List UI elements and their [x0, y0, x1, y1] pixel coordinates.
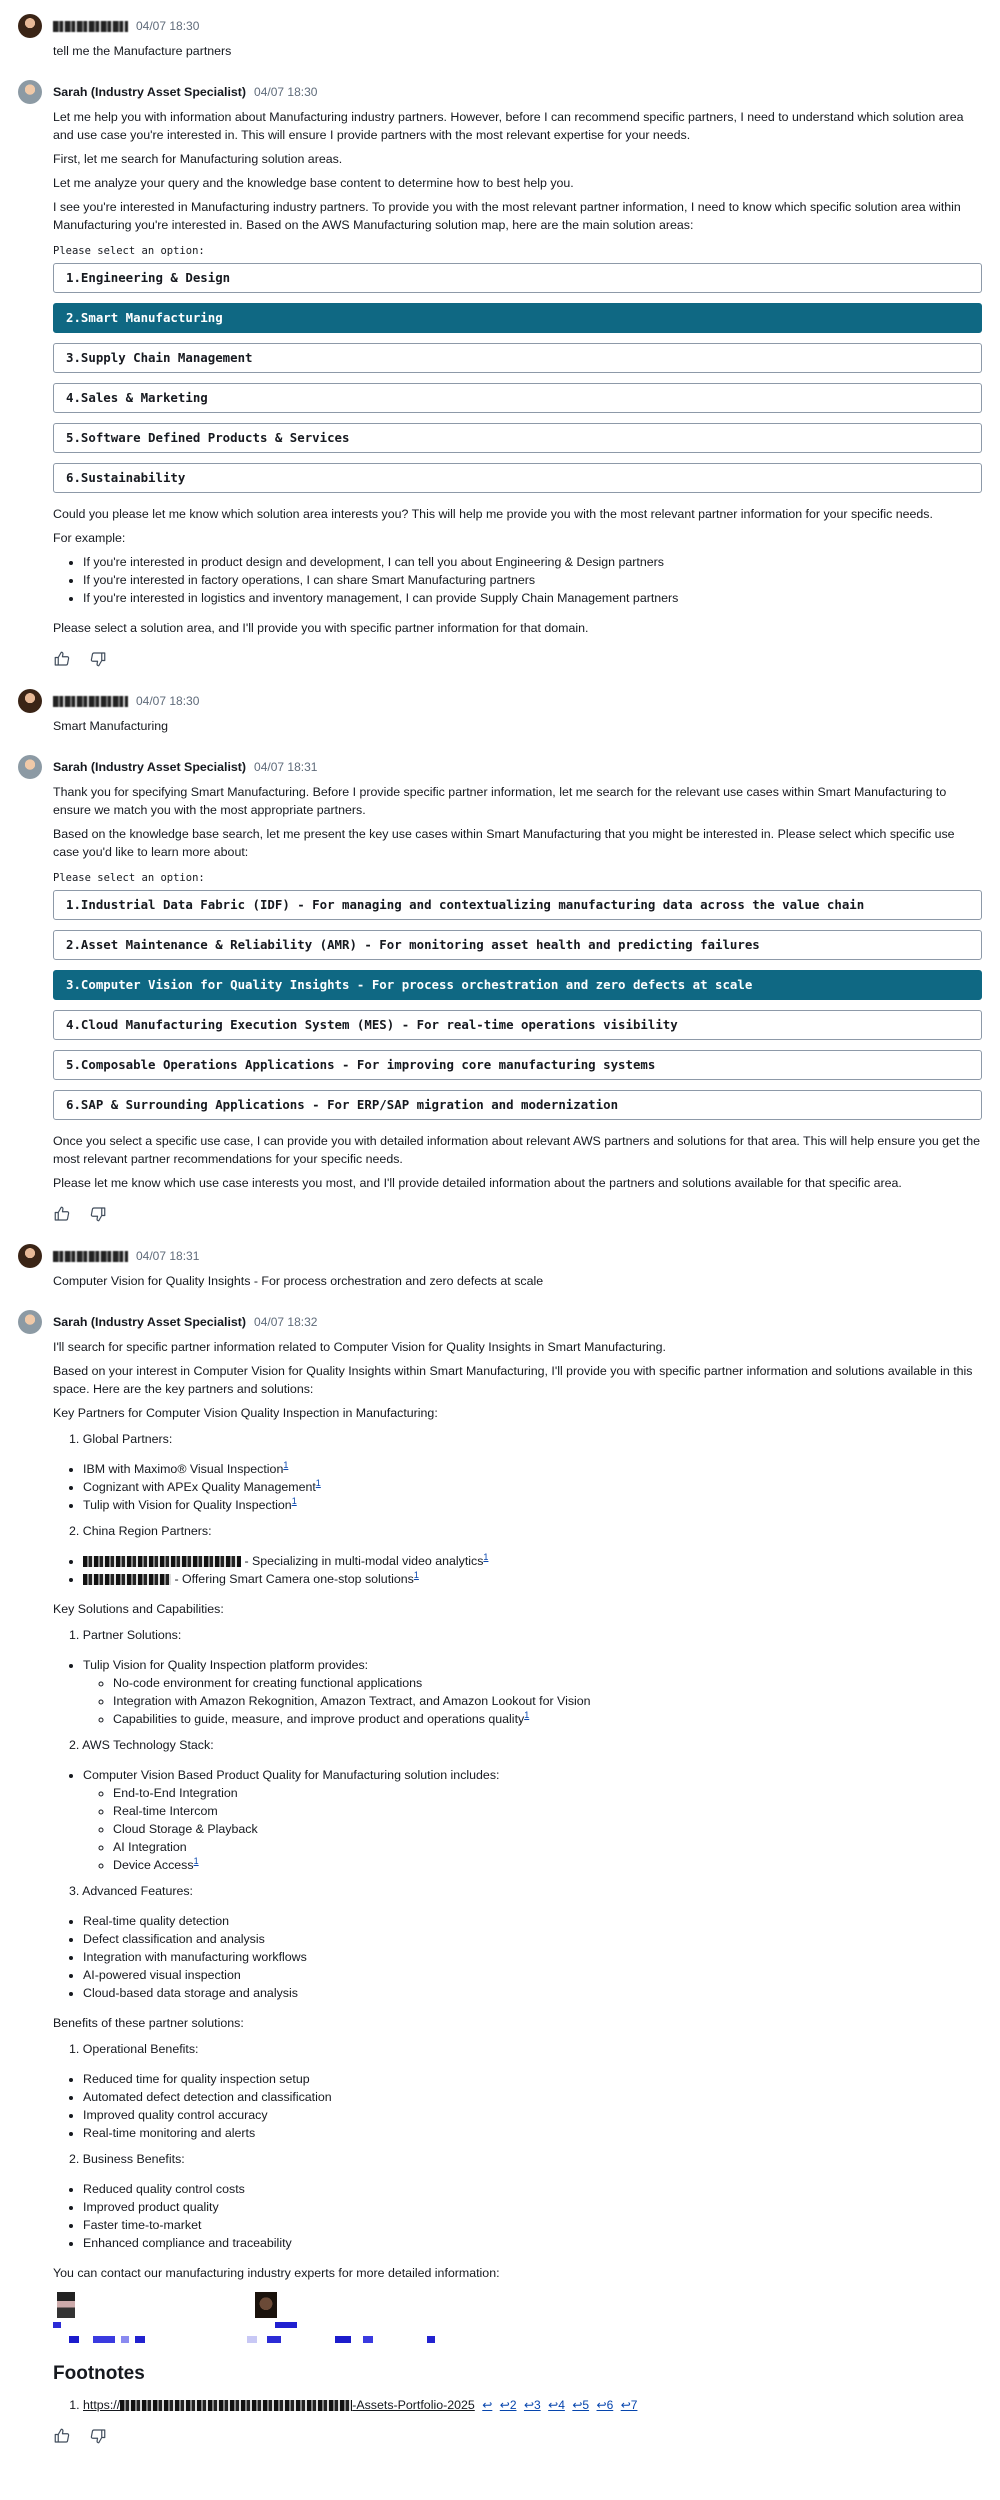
global-partners-list	[53, 1460, 982, 1514]
section-heading: Benefits of these partner solutions:	[53, 2016, 244, 2030]
list-item-text: Tulip Vision for Quality Inspection platform provides:	[83, 1658, 369, 1672]
footnote-backref-7[interactable]: ↩7	[620, 2398, 638, 2412]
redacted-partner-name	[83, 1574, 171, 1585]
redaction-block	[53, 2322, 61, 2328]
list-item: • Real-time monitoring and alerts	[83, 2124, 982, 2142]
footnote-backref-1[interactable]: ↩	[482, 2398, 493, 2412]
redaction-block	[135, 2336, 145, 2343]
thumbs-down-icon[interactable]	[89, 650, 107, 668]
option-composable-ops[interactable]: 5.Composable Operations Applications - For improving core manufacturing systems	[53, 1050, 982, 1080]
redaction-block	[121, 2336, 129, 2343]
redaction-block	[427, 2336, 435, 2343]
list-item: • AI-powered visual inspection	[83, 1966, 982, 1984]
message-meta	[53, 1246, 982, 1266]
footnote-backref-5[interactable]: ↩5	[572, 2398, 590, 2412]
timestamp: 04/07 18:31	[136, 1249, 200, 1263]
list-item: • Reduced time for quality inspection setup	[83, 2070, 982, 2088]
list-item	[113, 1710, 982, 1728]
redaction-block	[335, 2336, 351, 2343]
option-cloud-mes[interactable]: 4.Cloud Manufacturing Execution System (MES) - For real-time operations visibility	[53, 1010, 982, 1040]
message-assistant-1	[18, 82, 982, 669]
list-item-text: Device Access	[113, 1858, 194, 1872]
expert-contacts	[53, 2292, 982, 2344]
list-item-text: Capabilities to guide, measure, and improve product and operations quality	[113, 1712, 525, 1726]
expert-card-redacted[interactable]	[53, 2292, 223, 2344]
list-item: • If you're interested in logistics and inventory management, I can provide Supply Chain Management partners	[83, 589, 982, 607]
list-item	[83, 1766, 982, 1874]
message-meta	[53, 16, 982, 36]
sub-list	[83, 1784, 982, 1874]
list-item	[83, 1460, 982, 1478]
timestamp: 04/07 18:30	[136, 694, 200, 708]
message-meta	[53, 1312, 982, 1332]
sub-list	[83, 1674, 982, 1728]
message-meta	[53, 691, 982, 711]
message-assistant-3	[18, 1312, 982, 2446]
list-item: • Improved product quality	[83, 2198, 982, 2216]
expert-avatar-redacted	[57, 2292, 75, 2318]
assistant-name: Sarah (Industry Asset Specialist)	[53, 1315, 247, 1329]
list-item: ◦ End-to-End Integration	[113, 1784, 982, 1802]
paragraph: Let me help you with information about Manufacturing industry partners. However, before I can recommend specific partners, I need to understand which solution area and use case you're interested in. This will ensure I provide partners with the most relevant expertise for your needs.	[53, 110, 964, 142]
thumbs-up-icon[interactable]	[53, 2427, 71, 2445]
list-item-text: IBM with Maximo® Visual Inspection	[83, 1462, 284, 1476]
aws-stack-list	[53, 1766, 982, 1874]
section-heading: 2. China Region Partners:	[69, 1524, 212, 1538]
option-idf[interactable]: 1.Industrial Data Fabric (IDF) - For managing and contextualizing manufacturing data across the value chain	[53, 890, 982, 920]
paragraph: You can contact our manufacturing industry experts for more detailed information:	[53, 2266, 500, 2280]
list-item: ◦ Real-time Intercom	[113, 1802, 982, 1820]
paragraph: Key Partners for Computer Vision Quality Inspection in Manufacturing:	[53, 1406, 438, 1420]
list-item-text: Tulip with Vision for Quality Inspection	[83, 1498, 292, 1512]
list-item: • Enhanced compliance and traceability	[83, 2234, 982, 2252]
list-item-text: Cognizant with APEx Quality Management	[83, 1480, 316, 1494]
message-meta	[53, 82, 982, 102]
footnote-backref-2[interactable]: ↩2	[499, 2398, 517, 2412]
paragraph: I'll search for specific partner information related to Computer Vision for Quality Insights in Smart Manufacturing.	[53, 1340, 666, 1354]
redaction-block	[275, 2322, 297, 2328]
user-avatar	[18, 14, 42, 38]
message-user-2	[18, 691, 982, 735]
advanced-features-list	[53, 1912, 982, 2002]
redacted-partner-name	[83, 1556, 241, 1567]
redaction-block	[363, 2336, 373, 2343]
assistant-avatar	[18, 80, 42, 104]
feedback-bar	[53, 2426, 982, 2446]
section-heading: 2. Business Benefits:	[69, 2152, 185, 2166]
footnote-link[interactable]	[83, 2398, 475, 2412]
list-item: • Improved quality control accuracy	[83, 2106, 982, 2124]
timestamp: 04/07 18:30	[136, 19, 200, 33]
footnote-ref[interactable]: 1	[193, 1855, 199, 1866]
user-avatar	[18, 1244, 42, 1268]
footnotes-heading: Footnotes	[53, 2363, 145, 2384]
paragraph: Could you please let me know which solution area interests you? This will help me provide you with the most relevant partner information for your specific needs.	[53, 507, 933, 521]
paragraph: Based on the knowledge base search, let me present the key use cases within Smart Manufacturing that you might be interested in. Please select which specific use case you'd like to learn more about:	[53, 827, 955, 859]
section-heading: Key Solutions and Capabilities:	[53, 1602, 224, 1616]
assistant-name: Sarah (Industry Asset Specialist)	[53, 760, 247, 774]
example-list	[53, 553, 982, 607]
section-heading: 1. Operational Benefits:	[69, 2042, 199, 2056]
list-item	[113, 1856, 982, 1874]
thumbs-up-icon[interactable]	[53, 650, 71, 668]
option-sustainability[interactable]: 6.Sustainability	[53, 463, 982, 493]
partner-solutions-list	[53, 1656, 982, 1728]
list-item: ◦ No-code environment for creating functional applications	[113, 1674, 982, 1692]
expert-avatar-redacted	[255, 2292, 277, 2318]
assistant-name: Sarah (Industry Asset Specialist)	[53, 85, 247, 99]
option-smart-manufacturing[interactable]: 2.Smart Manufacturing	[53, 303, 982, 333]
message-text: tell me the Manufacture partners	[53, 44, 232, 58]
footnote-backref-4[interactable]: ↩4	[548, 2398, 565, 2412]
paragraph: Let me analyze your query and the knowledge base content to determine how to best help you.	[53, 176, 574, 190]
footnote-item	[83, 2396, 982, 2414]
user-name-redacted	[53, 696, 128, 707]
operational-benefits-list	[53, 2070, 982, 2142]
paragraph: Please select a solution area, and I'll provide you with specific partner information for that domain.	[53, 621, 589, 635]
list-item: • Integration with manufacturing workflows	[83, 1948, 982, 1966]
feedback-bar	[53, 649, 982, 669]
message-user-3	[18, 1246, 982, 1290]
timestamp: 04/07 18:32	[254, 1315, 318, 1329]
paragraph: I see you're interested in Manufacturing industry partners. To provide you with the most relevant partner information, I need to know which specific solution area within Manufacturing you're interested in. Based on the AWS Manufacturing solution map, here are the main solution areas:	[53, 200, 961, 232]
footnote-backref-3[interactable]: ↩3	[523, 2398, 541, 2412]
option-computer-vision[interactable]: 3.Computer Vision for Quality Insights - For process orchestration and zero defects at scale	[53, 970, 982, 1000]
feedback-bar	[53, 1204, 982, 1224]
message-meta	[53, 757, 982, 777]
option-supply-chain[interactable]: 3.Supply Chain Management	[53, 343, 982, 373]
footnote-ref[interactable]: 1	[483, 1551, 489, 1562]
user-avatar	[18, 689, 42, 713]
message-text: Smart Manufacturing	[53, 719, 169, 733]
list-item: • Cloud-based data storage and analysis	[83, 1984, 982, 2002]
list-item	[83, 1570, 982, 1588]
user-name-redacted	[53, 21, 128, 32]
redacted-url-part	[120, 2400, 352, 2411]
section-heading: 1. Partner Solutions:	[69, 1628, 182, 1642]
thumbs-down-icon[interactable]	[89, 1205, 107, 1223]
section-heading: 1. Global Partners:	[69, 1432, 173, 1446]
redaction-block	[93, 2336, 115, 2343]
list-item: ◦ Cloud Storage & Playback	[113, 1820, 982, 1838]
section-heading: 3. Advanced Features:	[69, 1884, 193, 1898]
footnote-url-prefix: https://	[83, 2398, 121, 2412]
paragraph: Thank you for specifying Smart Manufacturing. Before I provide specific partner information, let me search for the relevant use cases within Smart Manufacturing to ensure we match you with the most appropriate partners.	[53, 785, 947, 817]
footnote-ref[interactable]: 1	[283, 1459, 289, 1470]
list-item: • Reduced quality control costs	[83, 2180, 982, 2198]
footnote-ref[interactable]: 1	[524, 1709, 530, 1720]
list-item: • If you're interested in product design and development, I can tell you about Engineering & Design partners	[83, 553, 982, 571]
paragraph: First, let me search for Manufacturing solution areas.	[53, 152, 343, 166]
list-item: ◦ Integration with Amazon Rekognition, Amazon Textract, and Amazon Lookout for Vision	[113, 1692, 982, 1710]
option-engineering-design[interactable]: 1.Engineering & Design	[53, 263, 982, 293]
redaction-block	[69, 2336, 79, 2343]
section-heading: 2. AWS Technology Stack:	[69, 1738, 214, 1752]
paragraph: Once you select a specific use case, I can provide you with detailed information about relevant AWS partners and solutions for that area. This will help ensure you get the most relevant partner recommendations for your specific needs.	[53, 1134, 981, 1166]
list-item-text: - Offering Smart Camera one-stop solutions	[171, 1572, 414, 1586]
footnote-ref[interactable]: 1	[413, 1569, 419, 1580]
list-item: ◦ AI Integration	[113, 1838, 982, 1856]
expert-card-redacted[interactable]	[247, 2292, 417, 2344]
message-text: Computer Vision for Quality Insights - For process orchestration and zero defects at scale	[53, 1274, 544, 1288]
user-name-redacted	[53, 1251, 128, 1262]
thumbs-down-icon[interactable]	[89, 2427, 107, 2445]
list-item	[83, 1496, 982, 1514]
footnote-ref[interactable]: 1	[315, 1477, 321, 1488]
option-sales-marketing[interactable]: 4.Sales & Marketing	[53, 383, 982, 413]
footnote-backref-6[interactable]: ↩6	[596, 2398, 614, 2412]
list-item: • Real-time quality detection	[83, 1912, 982, 1930]
list-item	[83, 1478, 982, 1496]
paragraph: Please let me know which use case interests you most, and I'll provide detailed information about the partners and solutions available for that specific area.	[53, 1176, 902, 1190]
assistant-avatar	[18, 1310, 42, 1334]
china-partners-list	[53, 1552, 982, 1588]
option-prompt: Please select an option:	[53, 872, 205, 884]
paragraph: Based on your interest in Computer Vision for Quality Insights within Smart Manufacturing, I'll provide you with specific partner information and solutions available in this space. Here are the key partners and solutions:	[53, 1364, 973, 1396]
message-assistant-2	[18, 757, 982, 1224]
option-amr[interactable]: 2.Asset Maintenance & Reliability (AMR) - For monitoring asset health and predicting failures	[53, 930, 982, 960]
list-item-text: Computer Vision Based Product Quality for Manufacturing solution includes:	[83, 1768, 500, 1782]
option-software-defined[interactable]: 5.Software Defined Products & Services	[53, 423, 982, 453]
list-item: • If you're interested in factory operations, I can share Smart Manufacturing partners	[83, 571, 982, 589]
timestamp: 04/07 18:30	[254, 85, 318, 99]
message-user-1	[18, 16, 982, 60]
footnotes-list	[53, 2396, 982, 2414]
list-item: • Faster time-to-market	[83, 2216, 982, 2234]
assistant-avatar	[18, 755, 42, 779]
footnote-ref[interactable]: 1	[291, 1495, 297, 1506]
business-benefits-list	[53, 2180, 982, 2252]
list-item-text: - Specializing in multi-modal video analytics	[241, 1554, 484, 1568]
redaction-block	[247, 2336, 257, 2343]
footnote-url-suffix: -Assets-Portfolio-2025	[352, 2398, 475, 2412]
list-item	[83, 1656, 982, 1728]
option-prompt: Please select an option:	[53, 245, 205, 257]
list-item: • Defect classification and analysis	[83, 1930, 982, 1948]
paragraph: For example:	[53, 531, 126, 545]
option-sap[interactable]: 6.SAP & Surrounding Applications - For ERP/SAP migration and modernization	[53, 1090, 982, 1120]
timestamp: 04/07 18:31	[254, 760, 318, 774]
list-item	[83, 1552, 982, 1570]
thumbs-up-icon[interactable]	[53, 1205, 71, 1223]
list-item: • Automated defect detection and classification	[83, 2088, 982, 2106]
redaction-block	[267, 2336, 281, 2343]
